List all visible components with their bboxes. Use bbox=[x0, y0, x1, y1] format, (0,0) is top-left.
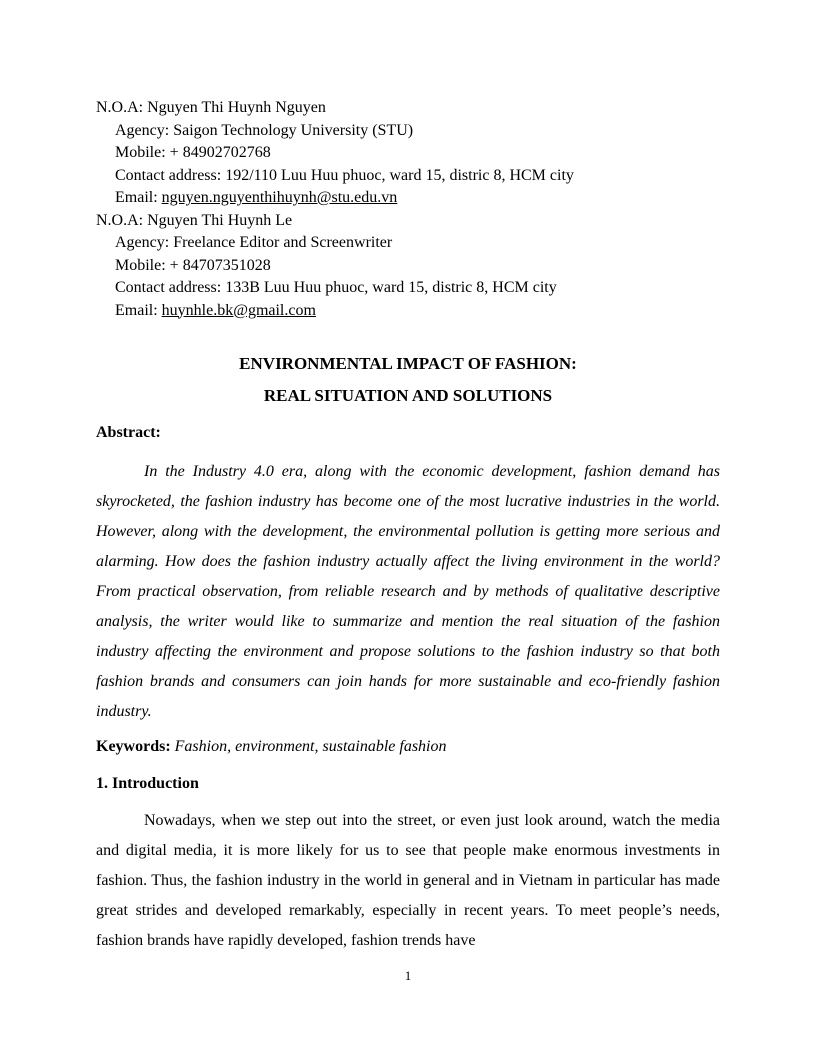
keywords-text: Fashion, environment, sustainable fashion bbox=[170, 738, 447, 755]
introduction-paragraph: Nowadays, when we step out into the street, or even just look around, watch the media and digital media, it is more likely for us to see that people make enormous investments in fashion. Thus, the fashion industry in the world in general and in Vietnam in particular has made great strides and developed remarkably, especially in recent years. To meet people’s needs, fashion brands have rapidly developed, fashion trends have bbox=[96, 812, 720, 949]
introduction-heading: 1. Introduction bbox=[96, 775, 199, 792]
author-block-2 bbox=[96, 210, 720, 323]
author-2-mobile: Mobile: + 84707351028 bbox=[115, 256, 271, 274]
author-2-email-line bbox=[96, 300, 720, 323]
author-2-noa: N.O.A: Nguyen Thi Huynh Le bbox=[96, 211, 293, 229]
author-2-agency: Agency: Freelance Editor and Screenwriter bbox=[115, 234, 393, 251]
document-content bbox=[96, 97, 720, 956]
abstract-heading: Abstract: bbox=[96, 424, 161, 441]
author-2-email-link[interactable]: huynhle.bk@gmail.com bbox=[161, 301, 316, 319]
keywords-line bbox=[96, 736, 720, 758]
author-1-email-link[interactable]: nguyen.nguyenthihuynh@stu.edu.vn bbox=[161, 189, 398, 206]
author-1-mobile: Mobile: + 84902702768 bbox=[115, 144, 271, 161]
author-block-1 bbox=[96, 97, 720, 210]
author-1-noa: N.O.A: Nguyen Thi Huynh Nguyen bbox=[96, 99, 326, 116]
page-number: 1 bbox=[404, 968, 412, 983]
keywords-label: Keywords: bbox=[96, 738, 171, 755]
author-1-email-label: Email: bbox=[115, 189, 162, 206]
author-1-agency: Agency: Saigon Technology University (STU) bbox=[115, 121, 414, 139]
paper-title-line-1: ENVIRONMENTAL IMPACT OF FASHION: bbox=[239, 354, 577, 373]
paper-title-line-2: REAL SITUATION AND SOLUTIONS bbox=[263, 386, 553, 405]
paper-title bbox=[96, 348, 720, 412]
author-1-email-line bbox=[96, 187, 720, 210]
abstract-paragraph: In the Industry 4.0 era, along with the economic development, fashion demand has skyrocketed, the fashion industry has become one of the most lucrative industries in the world. However, along with the development, the environmental pollution is getting more serious and alarming. How does the fashion industry actually affect the living environment in the world? From practical observation, from reliable research and by methods of qualitative descriptive analysis, the writer would like to summarize and mention the real situation of the fashion industry affecting the environment and propose solutions to the fashion industry so that both fashion brands and consumers can join hands for more sustainable and eco-friendly fashion industry. bbox=[96, 463, 720, 720]
author-1-address: Contact address: 192/110 Luu Huu phuoc, ward 15, distric 8, HCM city bbox=[115, 166, 574, 184]
author-2-address: Contact address: 133B Luu Huu phuoc, ward 15, distric 8, HCM city bbox=[115, 279, 557, 296]
author-2-email-label: Email: bbox=[115, 301, 162, 319]
